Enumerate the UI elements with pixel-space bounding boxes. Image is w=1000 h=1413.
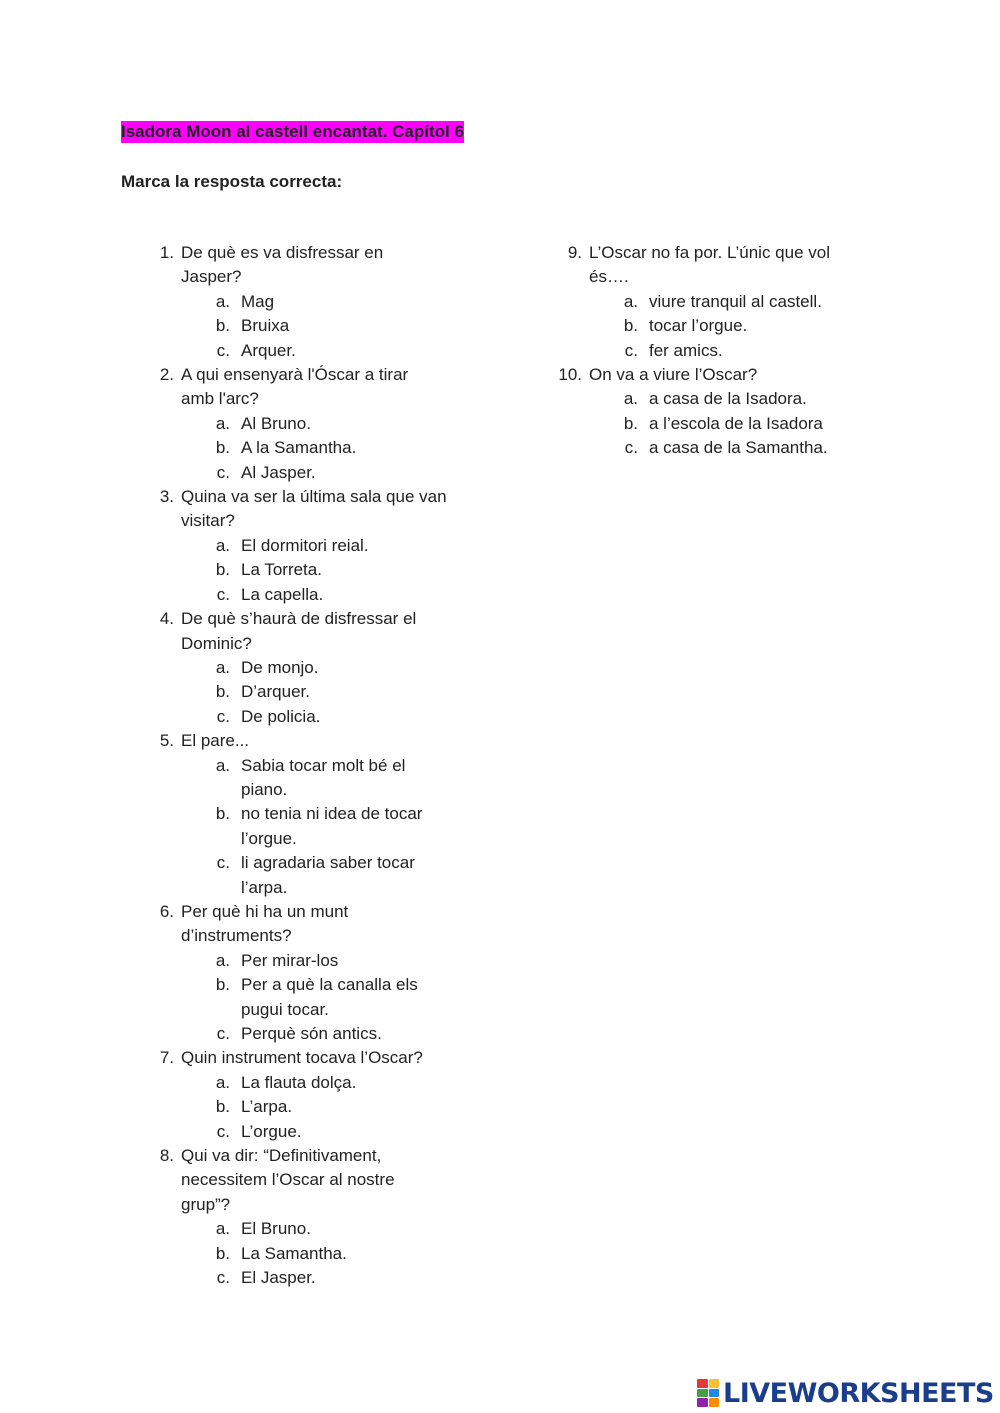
option-letter: b. bbox=[215, 438, 230, 458]
option-text-line: piano. bbox=[241, 779, 288, 799]
question-item bbox=[556, 363, 866, 387]
instruction-text: Marca la resposta correcta: bbox=[121, 172, 343, 191]
answer-option[interactable] bbox=[148, 851, 478, 900]
option-text-line: El Jasper. bbox=[241, 1268, 316, 1288]
questions-left-column bbox=[148, 241, 478, 1290]
answer-option[interactable] bbox=[148, 1242, 478, 1266]
question-item bbox=[148, 1144, 478, 1217]
option-letter: c. bbox=[216, 853, 230, 873]
answer-option[interactable] bbox=[148, 1217, 478, 1241]
logo-mark-square bbox=[709, 1398, 720, 1407]
option-text-line: A la Samantha. bbox=[241, 438, 357, 458]
question-text-line: Dominic? bbox=[181, 633, 252, 653]
option-letter: c. bbox=[624, 438, 638, 458]
question-text-line: Qui va dir: “Definitivament, bbox=[181, 1146, 382, 1166]
answer-option[interactable] bbox=[148, 1095, 478, 1119]
answer-option[interactable] bbox=[148, 802, 478, 851]
question-item bbox=[148, 729, 478, 753]
answer-option[interactable] bbox=[148, 1071, 478, 1095]
option-text-line: viure tranquil al castell. bbox=[649, 291, 822, 311]
answer-option[interactable] bbox=[148, 558, 478, 582]
option-letter: a. bbox=[623, 389, 638, 409]
answer-option[interactable] bbox=[556, 290, 866, 314]
question-item bbox=[148, 363, 478, 412]
option-text-line: La flauta dolça. bbox=[241, 1072, 357, 1092]
answer-option[interactable] bbox=[148, 583, 478, 607]
option-letter: c. bbox=[216, 1121, 230, 1141]
option-letter: b. bbox=[215, 316, 230, 336]
question-item bbox=[556, 241, 866, 290]
option-letter: c. bbox=[216, 584, 230, 604]
option-letter: c. bbox=[624, 340, 638, 360]
question-text-line: grup”? bbox=[181, 1194, 231, 1214]
question-number: 5. bbox=[159, 731, 174, 751]
option-text-line: Al Bruno. bbox=[241, 413, 311, 433]
option-text-line: Arquer. bbox=[241, 340, 296, 360]
option-text-line: Perquè són antics. bbox=[241, 1024, 382, 1043]
answer-option[interactable] bbox=[148, 1022, 478, 1046]
option-letter: a. bbox=[215, 755, 230, 775]
liveworksheets-logo-icon bbox=[697, 1379, 719, 1407]
option-text-line: De policia. bbox=[241, 706, 321, 726]
option-text-line: L’arpa. bbox=[241, 1097, 293, 1117]
option-letter: c. bbox=[216, 1024, 230, 1043]
question-number: 3. bbox=[159, 487, 174, 507]
option-text-line: l’orgue. bbox=[241, 828, 297, 848]
question-item bbox=[148, 900, 478, 949]
answer-option[interactable] bbox=[148, 534, 478, 558]
question-text-line: d’instruments? bbox=[181, 926, 292, 946]
option-letter: b. bbox=[215, 804, 230, 824]
answer-option[interactable] bbox=[556, 412, 866, 436]
answer-option[interactable] bbox=[148, 339, 478, 363]
option-text-line: no tenia ni idea de tocar bbox=[241, 804, 423, 824]
question-text-line: De què es va disfressar en bbox=[181, 243, 384, 262]
option-text-line: La capella. bbox=[241, 584, 324, 604]
answer-option[interactable] bbox=[148, 461, 478, 485]
answer-option[interactable] bbox=[148, 973, 478, 1022]
option-text-line: Al Jasper. bbox=[241, 462, 316, 482]
option-letter: a. bbox=[215, 413, 230, 433]
question-number: 4. bbox=[159, 609, 174, 629]
option-letter: a. bbox=[215, 950, 230, 970]
option-text-line: De monjo. bbox=[241, 657, 319, 677]
option-text-line: El Bruno. bbox=[241, 1219, 311, 1239]
question-number: 6. bbox=[159, 901, 174, 921]
question-number: 2. bbox=[159, 365, 174, 385]
answer-option[interactable] bbox=[556, 339, 866, 363]
option-text-line: D’arquer. bbox=[241, 682, 310, 702]
question-text-line: De què s’haurà de disfressar el bbox=[181, 609, 417, 629]
question-text-line: A qui ensenyarà l'Óscar a tirar bbox=[181, 365, 409, 385]
logo-mark-square bbox=[697, 1389, 708, 1398]
option-text-line: fer amics. bbox=[649, 340, 723, 360]
option-text-line: La Samantha. bbox=[241, 1243, 347, 1263]
option-text-line: a casa de la Isadora. bbox=[649, 389, 807, 409]
question-text-line: L’Oscar no fa por. L’únic que vol bbox=[589, 243, 830, 262]
answer-option[interactable] bbox=[148, 314, 478, 338]
answer-option[interactable] bbox=[556, 436, 866, 460]
liveworksheets-logo bbox=[697, 1376, 994, 1410]
logo-text: LIVEWORKSHEETS bbox=[723, 1377, 994, 1409]
option-letter: a. bbox=[215, 1219, 230, 1239]
question-text-line: Jasper? bbox=[181, 267, 242, 287]
question-item bbox=[148, 485, 478, 534]
question-text-line: amb l'arc? bbox=[181, 389, 259, 409]
answer-option[interactable] bbox=[148, 1120, 478, 1144]
option-text-line: Mag bbox=[241, 291, 275, 311]
option-letter: b. bbox=[215, 975, 230, 995]
option-letter: c. bbox=[216, 706, 230, 726]
question-text-line: Quina va ser la última sala que van bbox=[181, 487, 447, 507]
answer-option[interactable] bbox=[148, 1266, 478, 1290]
logo-mark-square bbox=[697, 1398, 708, 1407]
option-letter: b. bbox=[623, 413, 638, 433]
question-item bbox=[148, 1046, 478, 1070]
option-text-line: Per a què la canalla els bbox=[241, 975, 418, 995]
answer-option[interactable] bbox=[148, 656, 478, 680]
answer-option[interactable] bbox=[148, 290, 478, 314]
option-letter: b. bbox=[215, 1243, 230, 1263]
option-letter: a. bbox=[215, 291, 230, 311]
option-letter: a. bbox=[215, 1072, 230, 1092]
question-number: 1. bbox=[159, 243, 174, 262]
option-text-line: l’arpa. bbox=[241, 877, 288, 897]
question-number: 9. bbox=[567, 243, 582, 262]
option-letter: b. bbox=[623, 316, 638, 336]
answer-option[interactable] bbox=[148, 412, 478, 436]
option-text-line: El dormitori reial. bbox=[241, 535, 369, 555]
answer-option[interactable] bbox=[148, 949, 478, 973]
answer-option[interactable] bbox=[148, 436, 478, 460]
option-letter: b. bbox=[215, 560, 230, 580]
question-text-line: visitar? bbox=[181, 511, 235, 531]
question-number: 7. bbox=[159, 1048, 174, 1068]
question-number: 10. bbox=[558, 365, 582, 385]
option-text-line: Per mirar-los bbox=[241, 950, 339, 970]
option-text-line: li agradaria saber tocar bbox=[241, 853, 415, 873]
option-text-line: tocar l’orgue. bbox=[649, 316, 748, 336]
question-number: 8. bbox=[159, 1146, 174, 1166]
question-text-line: On va a viure l’Oscar? bbox=[589, 365, 758, 385]
question-text-line: és…. bbox=[589, 267, 629, 287]
option-text-line: pugui tocar. bbox=[241, 999, 329, 1019]
question-item bbox=[148, 607, 478, 656]
option-letter: a. bbox=[215, 657, 230, 677]
option-text-line: a casa de la Samantha. bbox=[649, 438, 828, 458]
question-item bbox=[148, 241, 478, 290]
option-letter: b. bbox=[215, 682, 230, 702]
option-letter: c. bbox=[216, 340, 230, 360]
question-text-line: Per què hi ha un munt bbox=[181, 901, 349, 921]
option-text-line: a l’escola de la Isadora bbox=[649, 413, 823, 433]
worksheet-title: Isadora Moon al castell encantat. Capítol 6 bbox=[121, 122, 464, 141]
option-text-line: Sabia tocar molt bé el bbox=[241, 755, 406, 775]
question-text-line: Quin instrument tocava l’Oscar? bbox=[181, 1048, 423, 1068]
questions-right-column bbox=[556, 241, 866, 461]
question-text-line: necessitem l’Oscar al nostre bbox=[181, 1170, 395, 1190]
answer-option[interactable] bbox=[148, 754, 478, 803]
option-letter: c. bbox=[216, 1268, 230, 1288]
answer-option[interactable] bbox=[148, 680, 478, 704]
option-letter: b. bbox=[215, 1097, 230, 1117]
option-letter: c. bbox=[216, 462, 230, 482]
option-text-line: La Torreta. bbox=[241, 560, 322, 580]
answer-option[interactable] bbox=[556, 314, 866, 338]
option-letter: a. bbox=[623, 291, 638, 311]
logo-mark-square bbox=[709, 1379, 720, 1388]
question-text-line: El pare... bbox=[181, 731, 250, 751]
logo-mark-square bbox=[709, 1389, 720, 1398]
option-text-line: Bruixa bbox=[241, 316, 290, 336]
answer-option[interactable] bbox=[148, 705, 478, 729]
answer-option[interactable] bbox=[556, 387, 866, 411]
option-text-line: L’orgue. bbox=[241, 1121, 302, 1141]
logo-mark-square bbox=[697, 1379, 708, 1388]
option-letter: a. bbox=[215, 535, 230, 555]
